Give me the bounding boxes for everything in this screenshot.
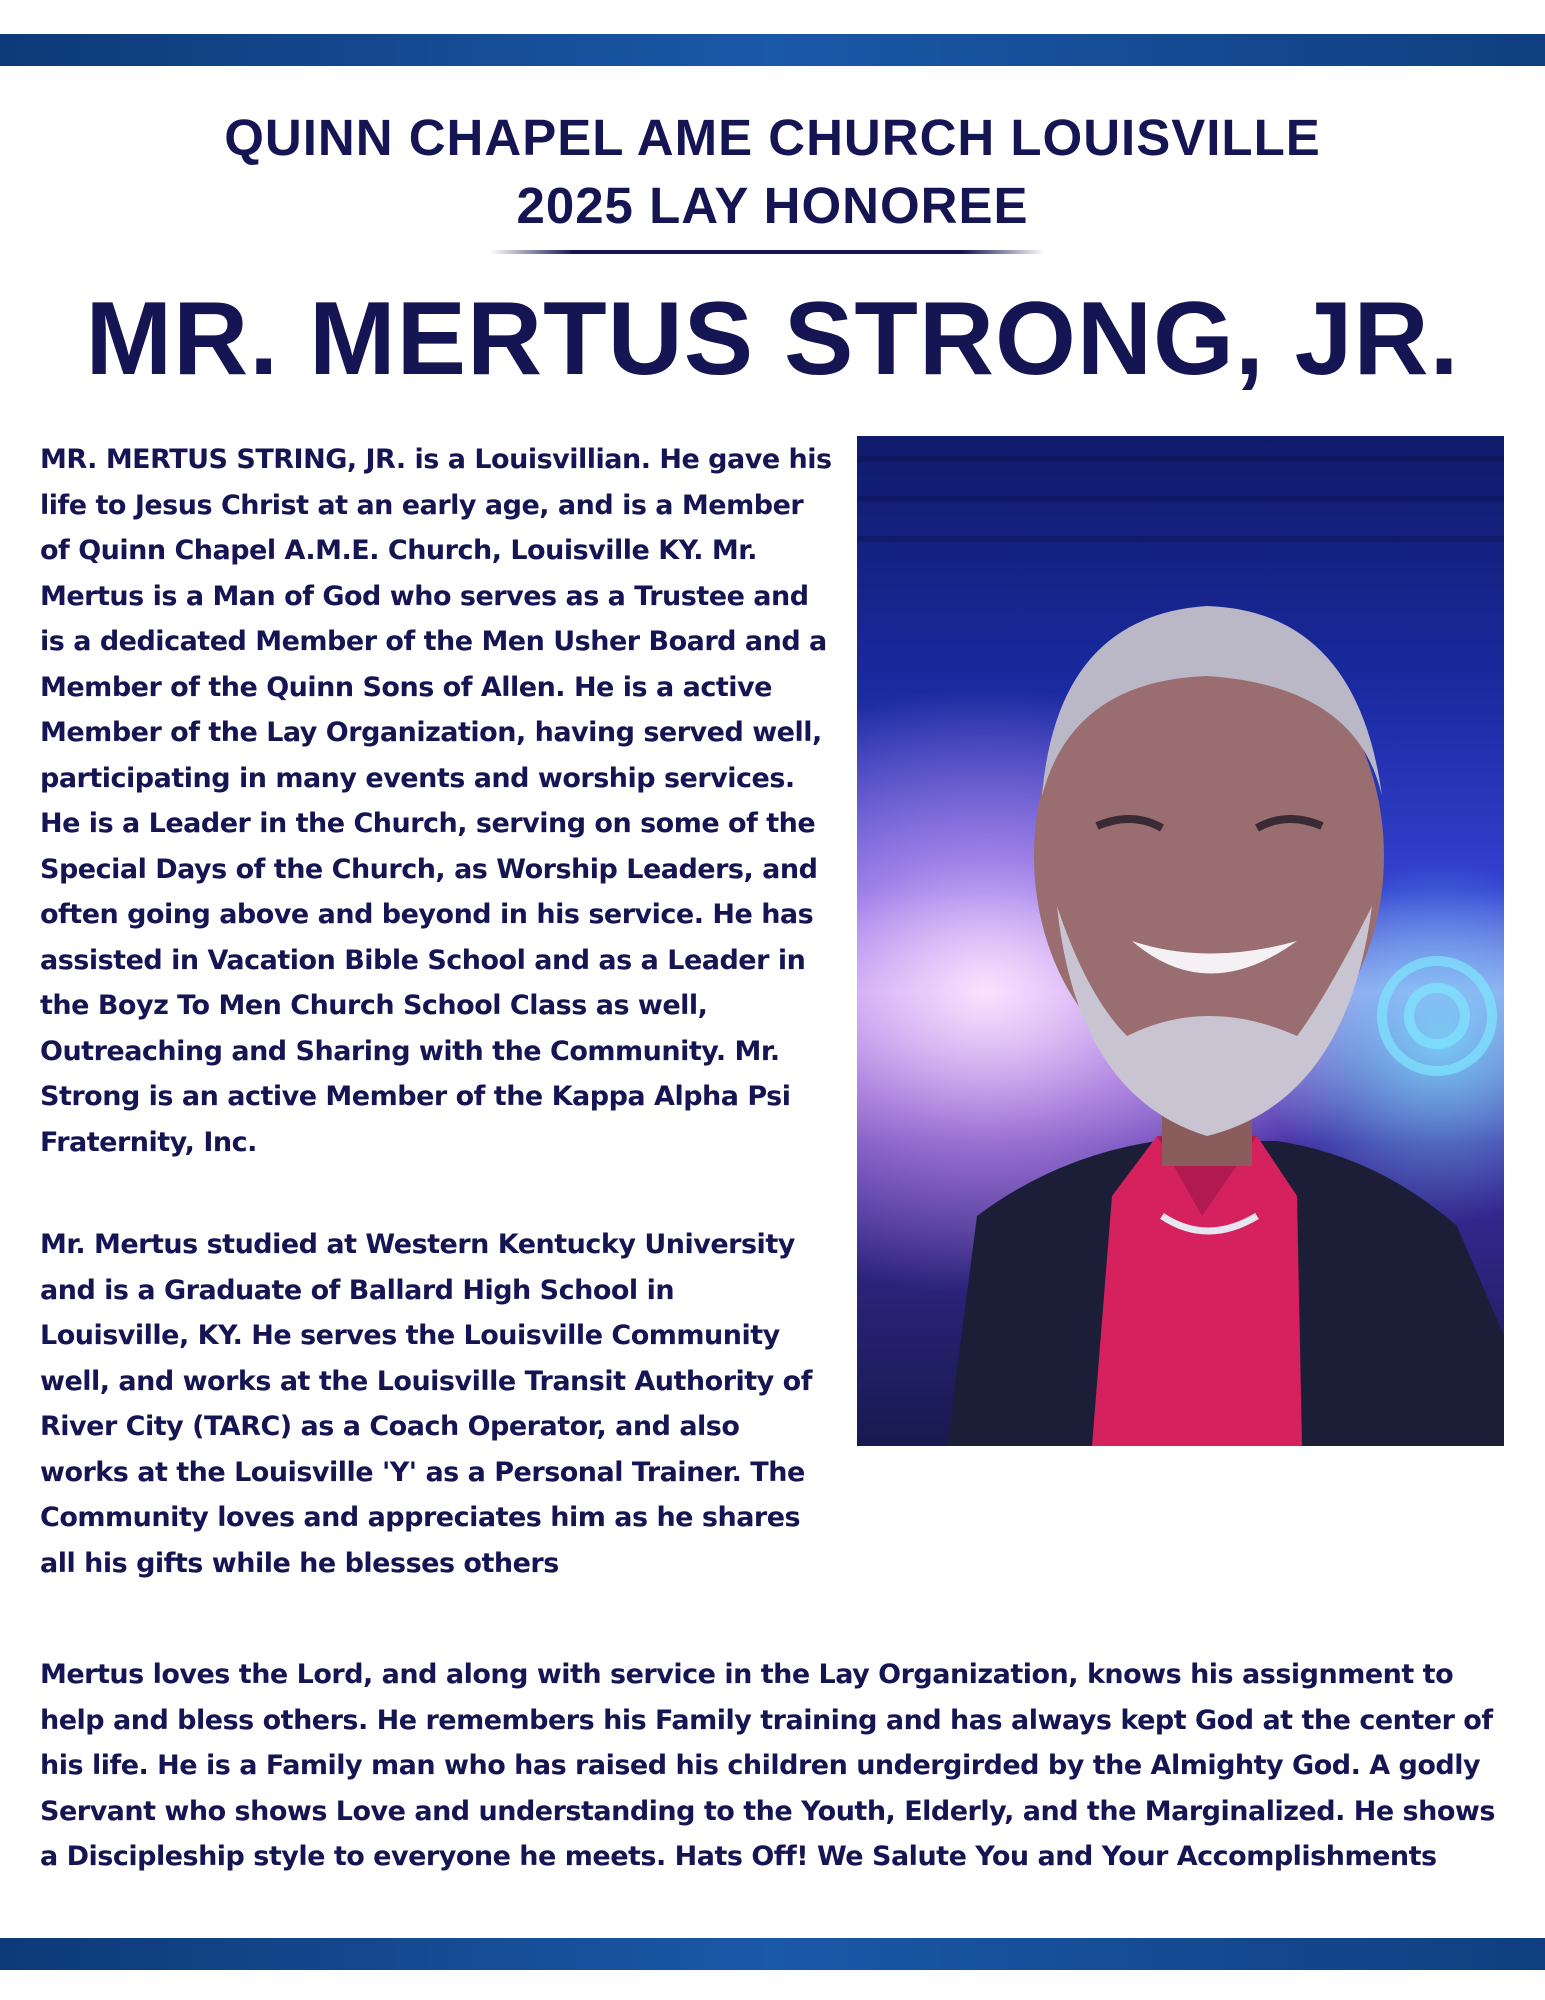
top-accent-bar	[0, 34, 1545, 66]
bio-paragraph-3: Mertus loves the Lord, and along with service in the Lay Organization, knows his assignment to help and bless others. He remembers his Family training and has always kept God at the center of his life. He is a Family man who has raised his children undergirded by the Almighty God. A godly Servant who shows Love and understanding to the Youth, Elderly, and the Marginalized. He shows a Discipleship style to everyone he meets. Hats Off! We Salute You and Your Accomplishments	[40, 1659, 1495, 1872]
bio-paragraph-1: MR. MERTUS STRING, JR. is a Louisvillian. He gave his life to Jesus Christ at an early age, and is a Member of Quinn Chapel A.M.E. Church, Louisville KY. Mr. Mertus is a Man of God who serves as a Trustee and is a dedicated Member of the Men Usher Board and a Member of the Quinn Sons of Allen. He is a active Member of the Lay Organization, having served well, participating in many events and worship services. He is a Leader in the Church, serving on some of the Special Days of the Church, as Worship Leaders, and often going above and beyond in his service. He has assisted in Vacation Bible School and as a Leader in the Boyz To Men Church School Class as well, Outreaching and Sharing with the Community. Mr. Strong is an active Member of the Kappa Alpha Psi Fraternity, Inc.	[40, 444, 832, 1158]
honoree-portrait-photo	[857, 436, 1504, 1446]
honoree-name-title: MR. MERTUS STRONG, JR.	[85, 281, 1460, 397]
honoree-label: 2025 LAY HONOREE	[516, 177, 1029, 234]
church-name-heading: QUINN CHAPEL AME CHURCH LOUISVILLE	[224, 109, 1321, 166]
title-divider	[490, 250, 1045, 254]
bio-paragraph-2: Mr. Mertus studied at Western Kentucky University and is a Graduate of Ballard High School in Louisville, KY. He serves the Louisville Community well, and works at the Louisville Transit Authority of River City (TARC) as a Coach Operator, and also works at the Louisville 'Y' as a Personal Trainer. The Community loves and appreciates him as he shares all his gifts while he blesses others	[40, 1229, 812, 1579]
bottom-accent-bar	[0, 1938, 1545, 1970]
